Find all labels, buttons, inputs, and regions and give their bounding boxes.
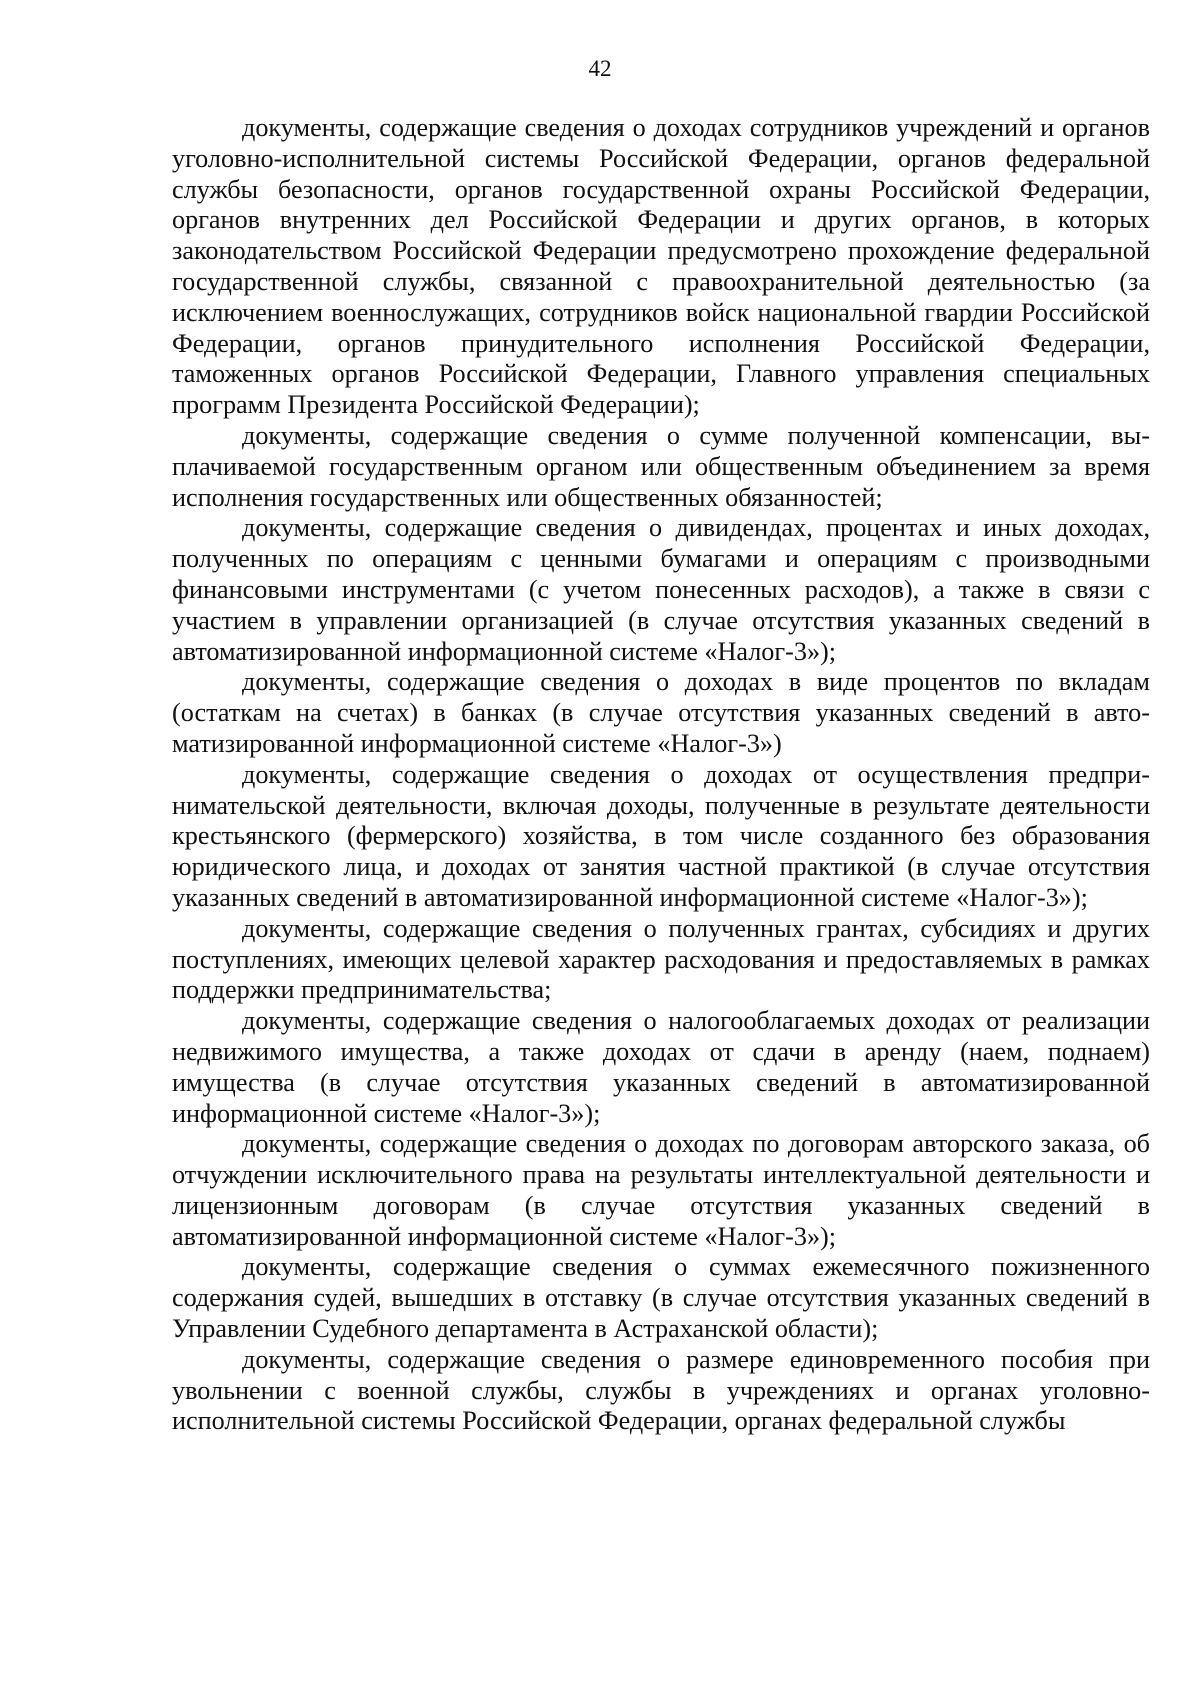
paragraph: документы, содержащие сведения о суммах ежемесячного пожизненного содержания судей, вышедших в отставку (в случае отсутствия указанных сведений в Управлении Судебного департамента в Астраханской области); <box>172 1252 1150 1344</box>
paragraph: документы, содержащие сведения о сумме полученной компенсации, выплачиваемой государственным органом или общественным объединением за время исполнения государственных или общественных обязанностей; <box>172 420 1150 512</box>
paragraph: документы, содержащие сведения о полученных грантах, субсидиях и других поступлениях, имеющих целевой характер расходования и предоставляемых в рамках поддержки предпринимательства; <box>172 913 1150 1005</box>
paragraph: документы, содержащие сведения о налогооблагаемых доходах от реализации недвижимого имущества, а также доходах от сдачи в аренду (наем, поднаем) имущества (в случае отсутствия указанных сведений в автоматизированной информационной системе «Налог-3»); <box>172 1006 1150 1128</box>
paragraph: документы, содержащие сведения о дивидендах, процентах и иных доходах, полученных по операциям с ценными бумагами и операциям с производными финансовыми инструментами (с учетом понесенных расходов), а также в связи с участием в управлении организацией (в случае отсутствия указанных сведений в автоматизированной информационной системе «Налог-3»); <box>172 513 1150 666</box>
paragraph: документы, содержащие сведения о доходах по договорам авторского заказа, об отчуждении исключительного права на результаты интеллектуальной деятельности и лицензионным договорам (в случае отсутствия указанных сведений в автоматизированной информационной системе «Налог-3»); <box>172 1129 1150 1251</box>
paragraph: документы, содержащие сведения о доходах от осуществления предпринимательской деятельности, включая доходы, полученные в результате деятельности крестьянского (фермерского) хозяйства, в том числе созданного без образования юридического лица, и доходах от занятия частной практикой (в случае отсутствия указанных сведений в автоматизированной информационной системе «Налог-3»); <box>172 759 1150 912</box>
document-body <box>172 113 1150 1437</box>
paragraph: документы, содержащие сведения о размере единовременного пособия при увольнении с военной службы, службы в учреждениях и органах уголовно-исполнительной системы Российской Федерации, органах федеральной службы <box>172 1344 1150 1436</box>
paragraph: документы, содержащие сведения о доходах сотрудников учреждений и органов уголовно-исполнительной системы Российской Федерации, органов федеральной службы безопасности, органов государственной охраны Российской Федерации, органов внутренних дел Российской Федерации и других органов, в которых законодательством Российской Федерации предусмотрено прохождение федеральной государственной службы, связанной с правоохранительной деятельностью (за исключением военнослужащих, сотрудников войск национальной гвардии Российской Федерации, органов принудительного исполнения Российской Федерации, таможенных органов Российской Федерации, Главного управления специальных программ Президента Российской Федерации); <box>172 113 1150 420</box>
page-number: 42 <box>588 56 612 81</box>
paragraph: документы, содержащие сведения о доходах в виде процентов по вкладам (остаткам на счетах) в банках (в случае отсутствия указанных сведений в автоматизированной информационной системе «Налог-3») <box>172 667 1150 758</box>
